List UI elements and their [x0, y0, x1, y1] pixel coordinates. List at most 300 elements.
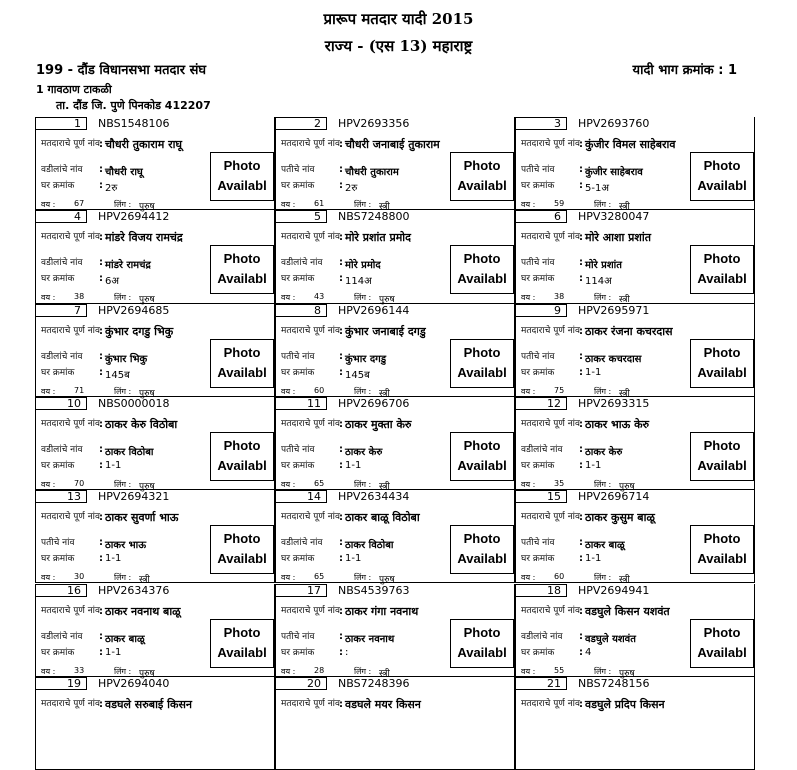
serial-number: 9: [516, 304, 567, 317]
voter-card: [35, 117, 275, 210]
colon: :: [579, 257, 583, 269]
photo-placeholder: Photo Availabl: [690, 245, 754, 294]
card-header: [276, 304, 514, 317]
epic-number: HPV2694040: [98, 676, 170, 690]
serial-number: 1: [36, 117, 87, 130]
voter-name: मांडरे विजय रामचंद्र: [105, 231, 183, 245]
serial-number: 4: [36, 210, 87, 223]
serial-number: 20: [276, 677, 327, 690]
voter-name-label: मतदाराचे पूर्ण नांव: [41, 512, 101, 523]
epic-number: HPV2696706: [338, 396, 410, 410]
epic-number: HPV3280047: [578, 210, 650, 224]
colon: :: [339, 366, 343, 378]
relation-label: पतीचे नांव: [521, 351, 555, 362]
colon: :: [99, 350, 103, 362]
voter-name-label: मतदाराचे पूर्ण नांव: [281, 418, 341, 429]
colon: :: [579, 273, 583, 285]
house-number: 1-1: [345, 459, 362, 471]
relative-name: मोरे प्रशांत: [585, 260, 622, 272]
voter-name: वडघले मयर किसन: [345, 697, 421, 711]
voter-card: [515, 490, 755, 586]
voter-card: [35, 210, 275, 306]
colon: :: [339, 418, 343, 430]
age-label: वय :: [281, 479, 296, 489]
card-header: [276, 117, 514, 130]
voter-name-label: मतदाराचे पूर्ण नांव: [281, 325, 341, 336]
age-value: 71: [74, 385, 85, 395]
colon: :: [99, 553, 103, 565]
sex-value: पुरुष: [619, 668, 635, 679]
house-number-label: घर क्रमांक: [41, 181, 75, 191]
relation-label: वडीलांचे नांव: [521, 444, 563, 455]
sex-value: स्त्री: [619, 388, 630, 399]
voter-name: ठाकर भाऊ केरु: [585, 417, 650, 431]
colon: :: [339, 630, 343, 642]
colon: :: [339, 180, 343, 191]
card-header: [276, 584, 514, 597]
voter-name: मोरे प्रशांत प्रमोद: [345, 231, 411, 245]
sex-value: स्त्री: [379, 202, 390, 212]
house-number: 1-1: [105, 459, 122, 471]
age-value: 43: [314, 292, 325, 302]
card-header: [36, 397, 274, 410]
age-value: 59: [554, 199, 565, 208]
colon: :: [579, 139, 583, 150]
relative-name: वडघुले यशवंत: [585, 633, 636, 645]
relative-name: ठाकर नवनाथ: [345, 633, 395, 645]
colon: :: [99, 459, 103, 471]
card-header: [36, 490, 274, 503]
voter-name-label: मतदाराचे पूर्ण नांव: [521, 605, 581, 616]
part-number: यादी भाग क्रमांक : 1: [632, 63, 737, 78]
relation-label: वडीलांचे नांव: [41, 165, 83, 175]
epic-number: HPV2693760: [578, 117, 650, 130]
age-label: वय :: [521, 293, 536, 303]
card-header: [276, 490, 514, 503]
sex-value: पुरुष: [139, 388, 155, 399]
serial-number: 3: [516, 117, 567, 130]
house-number: 145ब: [105, 369, 130, 381]
epic-number: HPV2693356: [338, 117, 410, 130]
colon: :: [99, 257, 103, 269]
house-number-label: घर क्रमांक: [281, 367, 315, 378]
voter-name-label: मतदाराचे पूर्ण नांव: [281, 698, 341, 709]
colon: :: [99, 605, 103, 617]
relation-label: वडीलांचे नांव: [521, 631, 563, 642]
card-header: [516, 490, 754, 503]
colon: :: [339, 325, 343, 337]
card-header: [36, 677, 274, 690]
serial-number: 15: [516, 490, 567, 503]
serial-number: 18: [516, 584, 567, 597]
relation-label: वडीलांचे नांव: [41, 444, 83, 455]
sex-value: स्त्री: [619, 295, 630, 306]
sex-label: लिंग :: [594, 293, 612, 303]
house-number: 145ब: [345, 369, 370, 381]
serial-number: 8: [276, 304, 327, 317]
sex-value: पुरुष: [139, 481, 155, 492]
voter-card: [275, 117, 515, 210]
age-label: वय :: [41, 479, 56, 489]
voter-name-label: मतदाराचे पूर्ण नांव: [41, 325, 101, 336]
photo-placeholder: Photo Availabl: [690, 525, 754, 574]
colon: :: [339, 459, 343, 471]
house-number: 1-1: [345, 553, 362, 565]
serial-number: 13: [36, 490, 87, 503]
house-number: 114अ: [585, 276, 612, 288]
age-label: वय :: [281, 200, 296, 209]
photo-placeholder: Photo Availabl: [450, 432, 514, 481]
age-value: 30: [74, 572, 85, 582]
voter-name-label: मतदाराचे पूर्ण नांव: [521, 232, 581, 243]
relation-label: पतीचे नांव: [281, 351, 315, 362]
sex-value: पुरुष: [139, 295, 155, 306]
age-value: 65: [314, 572, 325, 582]
colon: :: [339, 164, 343, 175]
constituency-name: 199 - दौंड विधानसभा मतदार संघ: [36, 63, 207, 78]
colon: :: [579, 605, 583, 617]
sex-label: लिंग :: [114, 293, 132, 303]
sex-label: लिंग :: [594, 573, 612, 583]
sex-value: स्त्री: [379, 481, 390, 492]
sex-label: लिंग :: [354, 200, 372, 209]
card-header: [36, 304, 274, 317]
voter-name-label: मतदाराचे पूर्ण नांव: [41, 418, 101, 429]
epic-number: HPV2694412: [98, 210, 170, 224]
photo-placeholder: Photo Availabl: [450, 152, 514, 201]
age-label: वय :: [521, 200, 536, 209]
age-value: 60: [554, 572, 565, 582]
relative-name: कुंभार भिकु: [105, 353, 148, 365]
epic-number: NBS7248156: [578, 676, 650, 690]
age-label: वय :: [521, 666, 536, 676]
house-number: 2रु: [345, 183, 358, 194]
relative-name: ठाकर केरु: [345, 446, 383, 458]
house-number: 1-1: [585, 553, 602, 565]
colon: :: [579, 418, 583, 430]
sex-value: स्त्री: [619, 575, 630, 586]
voter-name: वडघुले प्रदिप किसन: [585, 697, 665, 711]
colon: :: [99, 180, 103, 191]
age-label: वय :: [521, 479, 536, 489]
photo-placeholder: Photo Availabl: [210, 152, 274, 201]
epic-number: HPV2634376: [98, 583, 170, 597]
epic-number: HPV2696714: [578, 490, 650, 504]
colon: :: [579, 366, 583, 378]
house-number: 1-1: [585, 366, 602, 378]
sex-value: पुरुष: [619, 481, 635, 492]
sex-value: स्त्री: [379, 668, 390, 679]
voter-card: [515, 677, 755, 770]
age-value: 38: [74, 292, 85, 302]
house-number-label: घर क्रमांक: [41, 554, 75, 565]
colon: :: [339, 512, 343, 524]
colon: :: [579, 553, 583, 565]
photo-placeholder: Photo Availabl: [690, 432, 754, 481]
house-number-label: घर क्रमांक: [521, 274, 555, 285]
serial-number: 21: [516, 677, 567, 690]
house-number: :: [345, 646, 349, 658]
village-name: 1 गावठाण टाकळी: [36, 83, 112, 96]
voter-card: [35, 490, 275, 586]
house-number: 114अ: [345, 276, 372, 288]
age-value: 70: [74, 478, 85, 488]
colon: :: [99, 537, 103, 549]
colon: :: [339, 257, 343, 269]
serial-number: 6: [516, 210, 567, 223]
house-number-label: घर क्रमांक: [41, 647, 75, 658]
voter-card: [515, 584, 755, 677]
voter-name: वडघले सरुबाई किसन: [105, 697, 193, 711]
voter-name-label: मतदाराचे पूर्ण नांव: [521, 325, 581, 336]
epic-number: HPV2696144: [338, 303, 410, 317]
voter-card: [35, 584, 275, 677]
colon: :: [99, 139, 103, 150]
photo-placeholder: Photo Availabl: [450, 619, 514, 668]
house-number: 4: [585, 646, 592, 658]
colon: :: [579, 698, 583, 710]
relative-name: मांडरे रामचंद्र: [105, 260, 151, 272]
voter-name-label: मतदाराचे पूर्ण नांव: [521, 139, 581, 149]
colon: :: [99, 232, 103, 244]
epic-number: HPV2694321: [98, 490, 170, 504]
voter-card: [515, 304, 755, 397]
voter-card: [275, 677, 515, 770]
epic-number: HPV2694685: [98, 303, 170, 317]
age-value: 75: [554, 385, 565, 395]
sex-label: लिंग :: [114, 200, 132, 209]
colon: :: [99, 443, 103, 455]
sex-label: लिंग :: [594, 479, 612, 489]
colon: :: [579, 459, 583, 471]
card-header: [276, 210, 514, 223]
voter-name-label: मतदाराचे पूर्ण नांव: [521, 418, 581, 429]
house-number-label: घर क्रमांक: [521, 647, 555, 658]
voter-card: [515, 117, 755, 210]
house-number: 5-1अ: [585, 183, 609, 194]
epic-number: HPV2694941: [578, 583, 650, 597]
house-number-label: घर क्रमांक: [41, 367, 75, 378]
voter-name: कुंभार दगडु भिकु: [105, 324, 174, 338]
photo-placeholder: Photo Availabl: [690, 619, 754, 668]
relative-name: ठाकर कचरदास: [585, 353, 642, 365]
voter-name-label: मतदाराचे पूर्ण नांव: [281, 512, 341, 523]
age-label: वय :: [41, 200, 56, 209]
voter-card: [275, 584, 515, 677]
colon: :: [339, 646, 343, 658]
colon: :: [579, 164, 583, 175]
colon: :: [579, 180, 583, 191]
photo-placeholder: Photo Availabl: [450, 525, 514, 574]
colon: :: [339, 605, 343, 617]
sex-value: पुरुष: [139, 668, 155, 679]
card-header: [276, 397, 514, 410]
house-number-label: घर क्रमांक: [281, 647, 315, 658]
colon: :: [579, 232, 583, 244]
sex-label: लिंग :: [354, 666, 372, 676]
relative-name: कुंजीर साहेबराव: [585, 167, 643, 178]
age-value: 38: [554, 292, 565, 302]
card-header: [516, 584, 754, 597]
sex-value: स्त्री: [619, 202, 630, 212]
voter-name-label: मतदाराचे पूर्ण नांव: [281, 139, 341, 149]
photo-placeholder: Photo Availabl: [210, 525, 274, 574]
age-value: 67: [74, 199, 85, 208]
relation-label: पतीचे नांव: [281, 165, 315, 175]
sex-value: पुरुष: [379, 575, 395, 586]
sex-label: लिंग :: [354, 479, 372, 489]
age-value: 33: [74, 665, 85, 675]
serial-number: 16: [36, 584, 87, 597]
house-number-label: घर क्रमांक: [281, 181, 315, 191]
colon: :: [339, 443, 343, 455]
sex-value: स्त्री: [379, 388, 390, 399]
relation-label: पतीचे नांव: [41, 538, 75, 549]
card-header: [276, 677, 514, 690]
voter-card: [35, 677, 275, 770]
sex-label: लिंग :: [354, 386, 372, 396]
voter-name: ठाकर सुवर्णा भाऊ: [105, 511, 179, 525]
colon: :: [99, 366, 103, 378]
colon: :: [339, 350, 343, 362]
photo-placeholder: Photo Availabl: [210, 245, 274, 294]
colon: :: [99, 418, 103, 430]
relative-name: ठाकर बाळू: [105, 633, 145, 645]
age-value: 60: [314, 385, 325, 395]
epic-number: NBS4539763: [338, 583, 410, 597]
state-name: राज्य - (एस 13) महाराष्ट्र: [324, 37, 473, 55]
photo-placeholder: Photo Availabl: [450, 245, 514, 294]
voter-name: वडघुले किसन यशवंत: [585, 604, 670, 618]
serial-number: 11: [276, 397, 327, 410]
house-number-label: घर क्रमांक: [521, 181, 555, 191]
photo-placeholder: Photo Availabl: [210, 619, 274, 668]
epic-number: NBS0000018: [98, 396, 170, 410]
colon: :: [579, 512, 583, 524]
relative-name: कुंभार दगडु: [345, 353, 387, 365]
card-header: [36, 210, 274, 223]
serial-number: 2: [276, 117, 327, 130]
voter-name-label: मतदाराचे पूर्ण नांव: [41, 605, 101, 616]
photo-placeholder: Photo Availabl: [690, 152, 754, 201]
colon: :: [339, 139, 343, 150]
colon: :: [99, 325, 103, 337]
house-number-label: घर क्रमांक: [41, 274, 75, 285]
relative-name: मोरे प्रमोद: [345, 260, 381, 272]
card-header: [36, 117, 274, 130]
sex-label: लिंग :: [594, 666, 612, 676]
voter-name: ठाकर रंजना कचरदास: [585, 324, 673, 338]
relation-label: पतीचे नांव: [281, 631, 315, 642]
house-number: 1-1: [105, 646, 122, 658]
epic-number: HPV2693315: [578, 396, 650, 410]
voter-name: कुंजीर विमल साहेबराव: [585, 138, 676, 151]
epic-number: NBS1548106: [98, 117, 170, 130]
sex-label: लिंग :: [114, 666, 132, 676]
sex-label: लिंग :: [114, 573, 132, 583]
relative-name: चौधरी तुकाराम: [345, 167, 399, 178]
epic-number: HPV2634434: [338, 490, 410, 504]
relation-label: वडीलांचे नांव: [41, 351, 83, 362]
card-header: [516, 304, 754, 317]
voter-name-label: मतदाराचे पूर्ण नांव: [521, 512, 581, 523]
age-label: वय :: [281, 666, 296, 676]
voter-card: [275, 490, 515, 586]
voter-card: [275, 397, 515, 490]
voter-name-label: मतदाराचे पूर्ण नांव: [41, 139, 101, 149]
relation-label: वडीलांचे नांव: [281, 538, 323, 549]
colon: :: [99, 630, 103, 642]
house-number-label: घर क्रमांक: [281, 554, 315, 565]
age-value: 35: [554, 478, 565, 488]
relation-label: पतीचे नांव: [281, 444, 315, 455]
house-number-label: घर क्रमांक: [281, 274, 315, 285]
card-header: [516, 397, 754, 410]
age-value: 65: [314, 478, 325, 488]
sex-label: लिंग :: [114, 479, 132, 489]
relation-label: वडीलांचे नांव: [281, 258, 323, 269]
sex-value: स्त्री: [139, 575, 150, 586]
colon: :: [339, 553, 343, 565]
age-value: 28: [314, 665, 325, 675]
voter-name: ठाकर गंगा नवनाथ: [345, 604, 419, 618]
serial-number: 5: [276, 210, 327, 223]
photo-placeholder: Photo Availabl: [210, 339, 274, 388]
colon: :: [579, 630, 583, 642]
house-number: 1-1: [585, 459, 602, 471]
voter-name-label: मतदाराचे पूर्ण नांव: [41, 232, 101, 243]
age-label: वय :: [521, 573, 536, 583]
voter-card: [35, 397, 275, 490]
card-header: [36, 584, 274, 597]
colon: :: [99, 273, 103, 285]
relative-name: ठाकर भाऊ: [105, 540, 147, 552]
age-label: वय :: [41, 666, 56, 676]
voter-name-label: मतदाराचे पूर्ण नांव: [41, 698, 101, 709]
epic-number: NBS7248800: [338, 210, 410, 224]
sex-label: लिंग :: [114, 386, 132, 396]
age-label: वय :: [41, 293, 56, 303]
colon: :: [99, 646, 103, 658]
voter-card: [515, 210, 755, 306]
relation-label: पतीचे नांव: [521, 165, 555, 175]
sex-value: पुरुष: [139, 202, 155, 212]
voter-name: ठाकर मुक्ता केरु: [345, 417, 412, 431]
epic-number: NBS7248396: [338, 676, 410, 690]
sex-label: लिंग :: [594, 200, 612, 209]
age-label: वय :: [281, 386, 296, 396]
voter-name-label: मतदाराचे पूर्ण नांव: [281, 232, 341, 243]
serial-number: 17: [276, 584, 327, 597]
voter-card: [515, 397, 755, 490]
photo-placeholder: Photo Availabl: [450, 339, 514, 388]
relative-name: ठाकर केरु: [585, 446, 623, 458]
house-number: 2रु: [105, 183, 118, 194]
voter-name: कुंभार जनाबाई दगडु: [345, 324, 426, 338]
colon: :: [579, 443, 583, 455]
voter-name: ठाकर कुसुम बाळू: [585, 511, 655, 525]
voter-name: ठाकर नवनाथ बाळू: [105, 604, 181, 618]
voter-name-label: मतदाराचे पूर्ण नांव: [521, 698, 581, 709]
relative-name: चौधरी राघू: [105, 167, 143, 178]
colon: :: [579, 325, 583, 337]
voter-name: चौधरी जनाबाई तुकाराम: [345, 138, 440, 151]
age-label: वय :: [281, 573, 296, 583]
relation-label: वडीलांचे नांव: [41, 631, 83, 642]
serial-number: 7: [36, 304, 87, 317]
voter-name: चौधरी तुकाराम राघू: [105, 138, 182, 151]
house-number-label: घर क्रमांक: [521, 367, 555, 378]
